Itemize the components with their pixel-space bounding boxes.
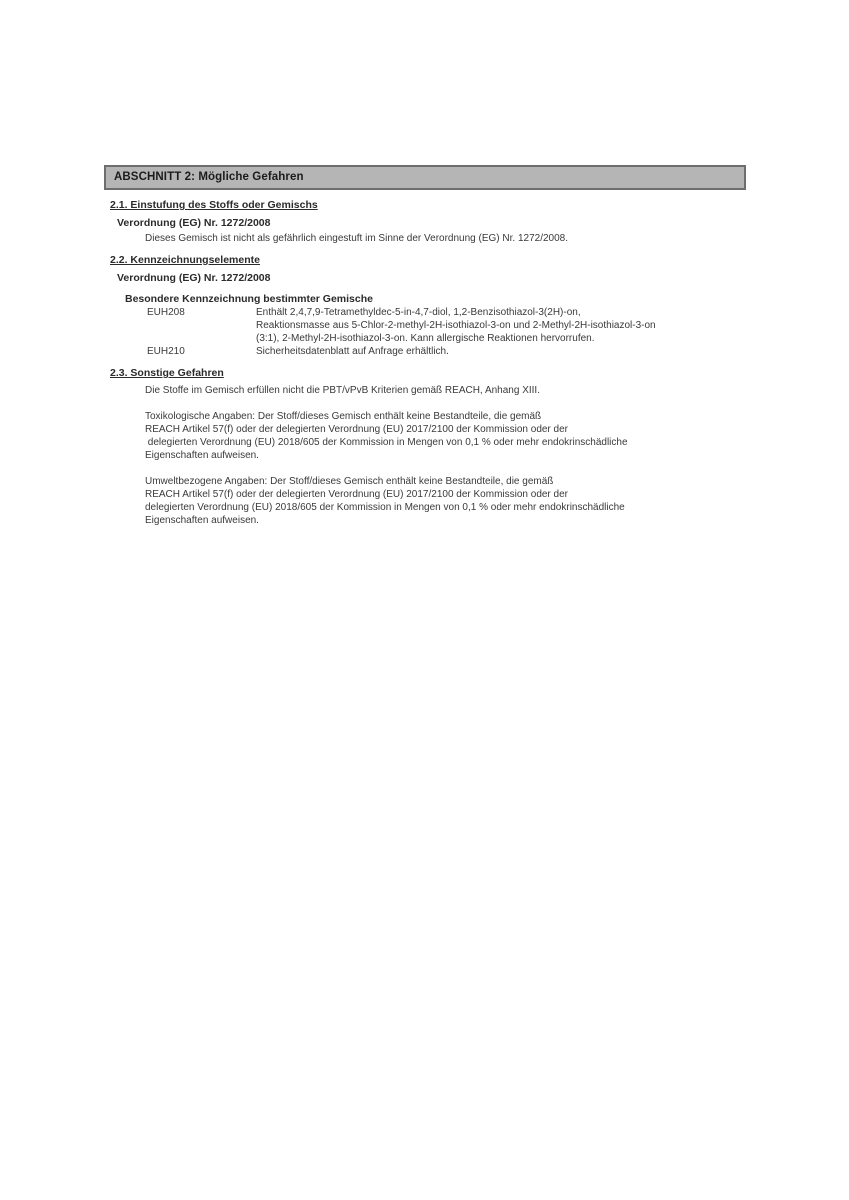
euh-description <box>256 345 746 358</box>
environmental-paragraph <box>145 475 746 527</box>
section-header-title: ABSCHNITT 2: Mögliche Gefahren <box>114 171 304 183</box>
toxicological-paragraph <box>145 410 746 462</box>
euh-description-line: Reaktionsmasse aus 5-Chlor-2-methyl-2H-isothiazol-3-on und 2-Methyl-2H-isothiazol-3-on <box>256 320 656 331</box>
paragraph-line: Eigenschaften aufweisen. <box>145 515 259 526</box>
pbt-statement: Die Stoffe im Gemisch erfüllen nicht die PBT/vPvB Kriterien gemäß REACH, Anhang XIII. <box>145 385 540 396</box>
euh-description <box>256 306 746 345</box>
euh-code: EUH210 <box>147 346 185 357</box>
euh-description-line: (3:1), 2-Methyl-2H-isothiazol-3-on. Kann allergische Reaktionen hervorrufen. <box>256 333 595 344</box>
section-header-bar <box>104 165 746 190</box>
euh-row <box>147 306 746 345</box>
regulation-heading-2-1: Verordnung (EG) Nr. 1272/2008 <box>117 217 271 229</box>
page-content <box>104 165 746 527</box>
euh-description-line: Sicherheitsdatenblatt auf Anfrage erhältlich. <box>256 346 449 357</box>
paragraph-line: Umweltbezogene Angaben: Der Stoff/dieses Gemisch enthält keine Bestandteile, die gemäß <box>145 476 554 487</box>
euh-description-line: Enthält 2,4,7,9-Tetramethyldec-5-in-4,7-diol, 1,2-Benzisothiazol-3(2H)-on, <box>256 307 581 318</box>
paragraph-line: REACH Artikel 57(f) oder der delegierten Verordnung (EU) 2017/2100 der Kommission oder der <box>145 489 568 500</box>
paragraph-line: delegierten Verordnung (EU) 2018/605 der Kommission in Mengen von 0,1 % oder mehr endokrinschädliche <box>145 437 628 448</box>
subsection-heading-2-2: 2.2. Kennzeichnungselemente <box>110 254 260 266</box>
paragraph-line: delegierten Verordnung (EU) 2018/605 der Kommission in Mengen von 0,1 % oder mehr endokrinschädliche <box>145 502 625 513</box>
paragraph-line: Toxikologische Angaben: Der Stoff/dieses Gemisch enthält keine Bestandteile, die gemäß <box>145 411 542 422</box>
subsection-heading-2-3: 2.3. Sonstige Gefahren <box>110 367 224 379</box>
paragraph-line: REACH Artikel 57(f) oder der delegierten Verordnung (EU) 2017/2100 der Kommission oder der <box>145 424 568 435</box>
regulation-heading-2-2: Verordnung (EG) Nr. 1272/2008 <box>117 272 271 284</box>
euh-row <box>147 345 746 358</box>
euh-code: EUH208 <box>147 307 185 318</box>
special-labelling-heading: Besondere Kennzeichnung bestimmter Gemische <box>125 293 373 305</box>
paragraph-line: Eigenschaften aufweisen. <box>145 450 259 461</box>
classification-statement: Dieses Gemisch ist nicht als gefährlich eingestuft im Sinne der Verordnung (EG) Nr. 1272/2008. <box>145 233 568 244</box>
subsection-heading-2-1: 2.1. Einstufung des Stoffs oder Gemischs <box>110 199 318 211</box>
